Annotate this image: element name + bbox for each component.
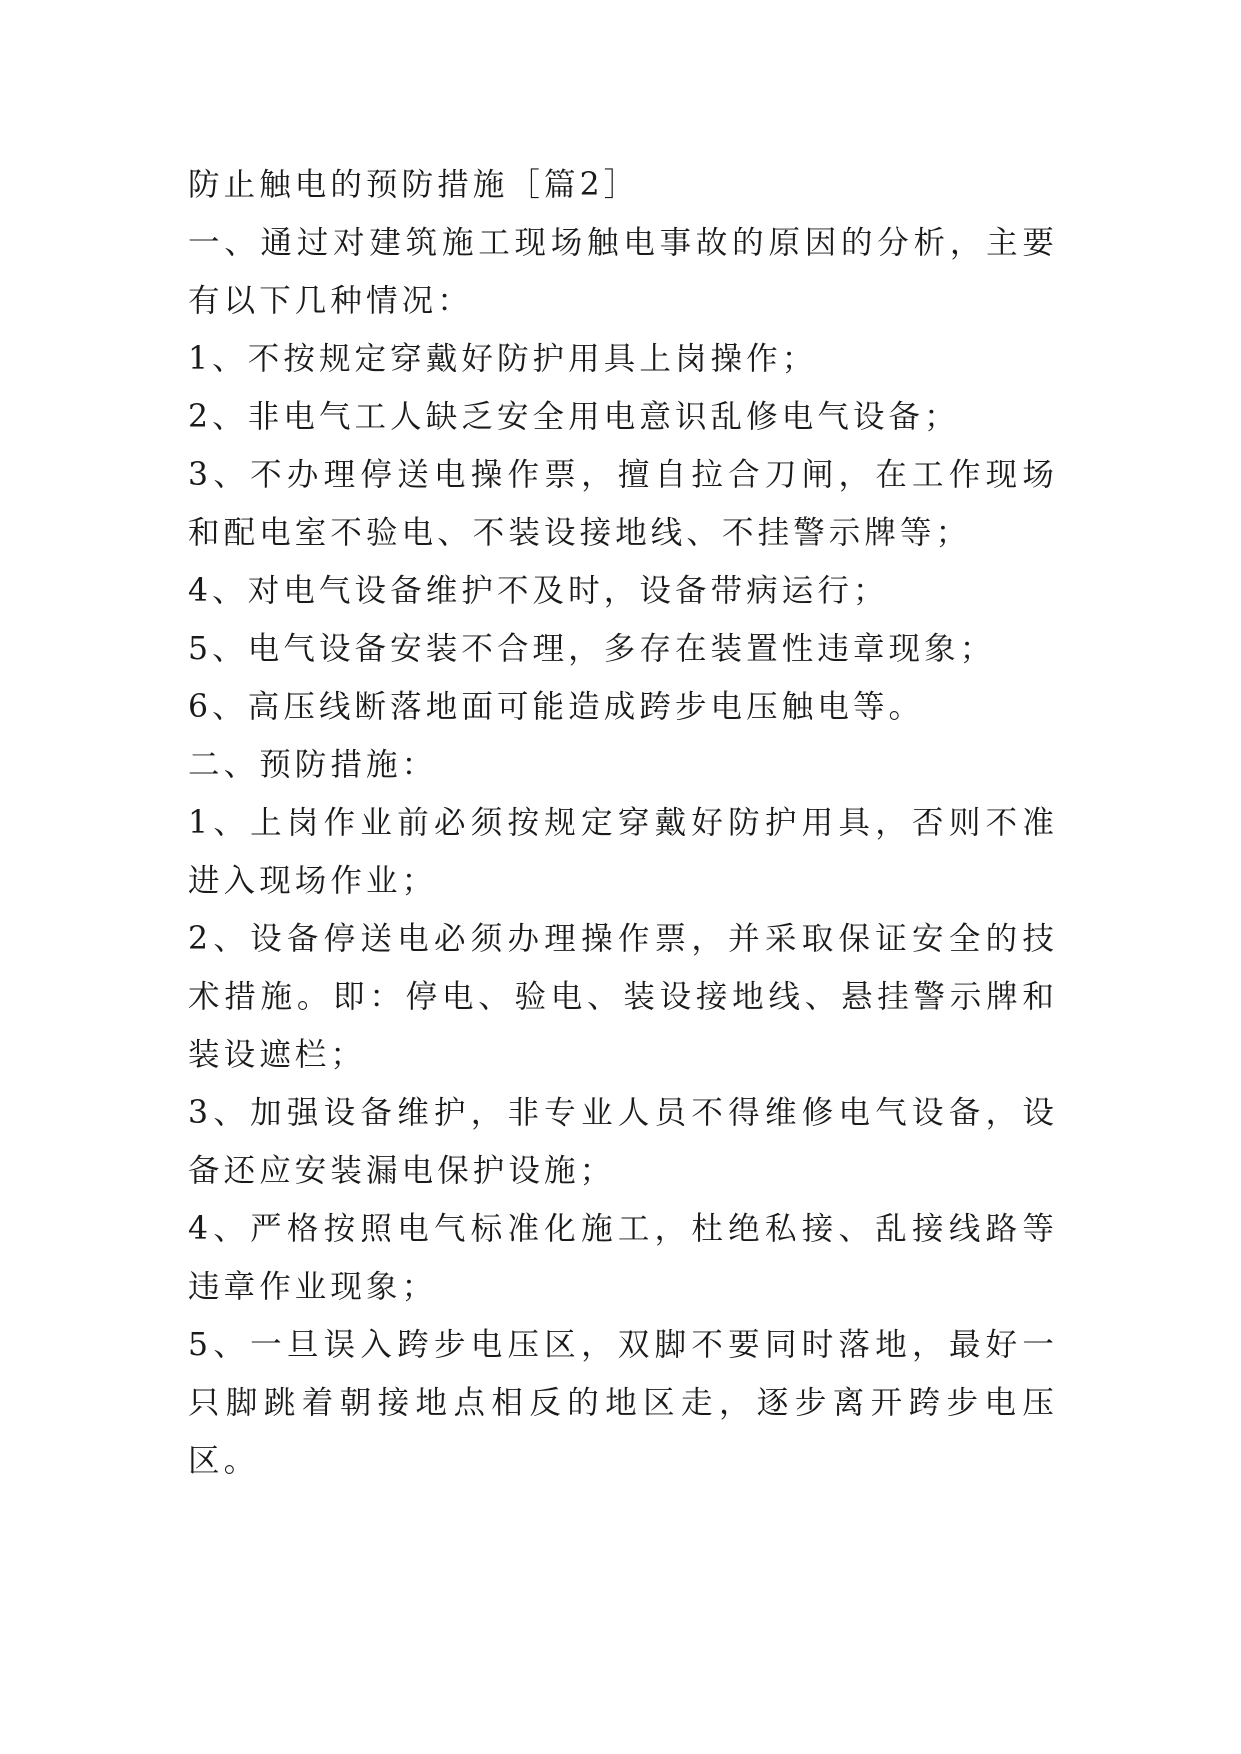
measure-item: 3、加强设备维护，非专业人员不得维修电气设备，设备还应安装漏电保护设施； — [188, 1095, 1058, 1189]
cause-item: 1、不按规定穿戴好防护用具上岗操作； — [188, 341, 818, 377]
measure-item: 5、一旦误入跨步电压区，双脚不要同时落地，最好一只脚跳着朝接地点相反的地区走，逐步离开跨步电压区。 — [188, 1327, 1058, 1479]
cause-item: 5、电气设备安装不合理，多存在装置性违章现象； — [188, 631, 996, 667]
measure-item: 4、严格按照电气标准化施工，杜绝私接、乱接线路等违章作业现象； — [188, 1211, 1058, 1305]
document-title: 防止触电的预防措施［篇2］ — [188, 167, 640, 203]
section-heading-causes: 一、通过对建筑施工现场触电事故的原因的分析，主要有以下几种情况： — [188, 225, 1058, 319]
measure-item: 2、设备停送电必须办理操作票，并采取保证安全的技术措施。即：停电、验电、装设接地线、悬挂警示牌和装设遮栏； — [188, 921, 1058, 1073]
cause-item: 4、对电气设备维护不及时，设备带病运行； — [188, 573, 889, 609]
cause-item: 6、高压线断落地面可能造成跨步电压触电等。 — [188, 689, 925, 725]
cause-item: 3、不办理停送电操作票，擅自拉合刀闸，在工作现场和配电室不验电、不装设接地线、不挂警示牌等； — [188, 457, 1058, 551]
document-body — [188, 156, 1058, 1490]
section-heading-measures: 二、预防措施： — [188, 747, 438, 783]
cause-item: 2、非电气工人缺乏安全用电意识乱修电气设备； — [188, 399, 960, 435]
measure-item: 1、上岗作业前必须按规定穿戴好防护用具，否则不准进入现场作业； — [188, 805, 1058, 899]
